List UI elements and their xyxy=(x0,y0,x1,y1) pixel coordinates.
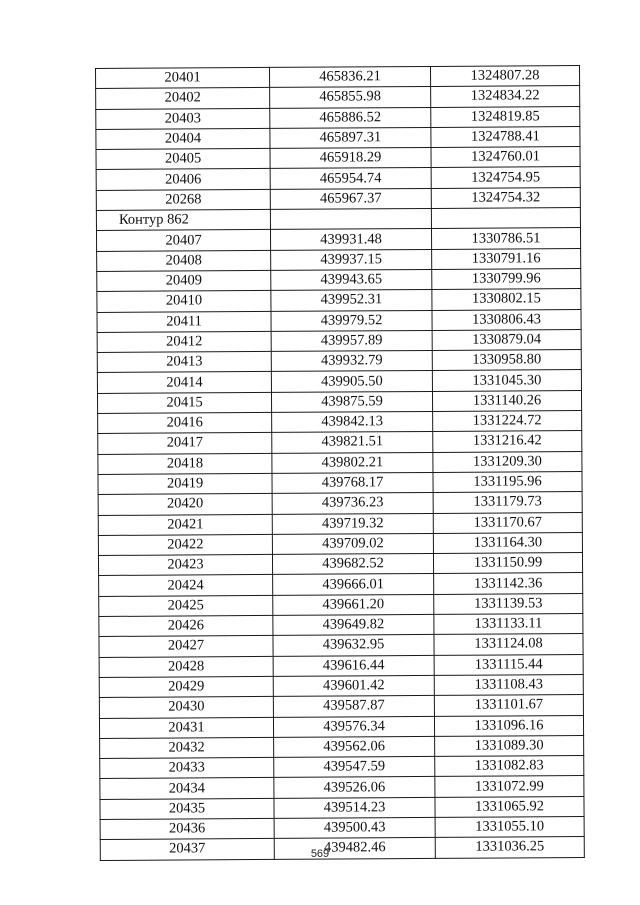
table-row xyxy=(99,695,583,718)
x-coordinate-cell: 439526.06 xyxy=(274,777,435,798)
x-coordinate-cell: 439666.01 xyxy=(273,574,434,595)
y-coordinate-cell: 1324834.22 xyxy=(431,86,580,107)
point-number-cell: 20422 xyxy=(98,534,272,555)
x-coordinate-cell: 439576.34 xyxy=(273,716,434,737)
point-number-cell: 20415 xyxy=(97,392,271,413)
x-coordinate-cell: 439616.44 xyxy=(273,655,434,676)
y-coordinate-cell: 1331089.30 xyxy=(435,735,584,756)
point-number-cell: 20421 xyxy=(98,514,272,535)
x-coordinate-cell: 465897.31 xyxy=(270,127,431,148)
point-number-cell: 20429 xyxy=(99,676,273,697)
table-row xyxy=(99,614,583,637)
x-coordinate-cell: 439562.06 xyxy=(274,736,435,757)
x-coordinate-cell: 439587.87 xyxy=(273,696,434,717)
x-coordinate-cell: 439709.02 xyxy=(272,533,433,554)
page-number: 569 xyxy=(310,848,330,860)
y-coordinate-cell: 1331096.16 xyxy=(434,715,583,736)
y-coordinate-cell: 1331045.30 xyxy=(432,370,581,391)
table-row xyxy=(97,370,581,393)
y-coordinate-cell: 1324788.41 xyxy=(431,126,580,147)
y-coordinate-cell: 1324807.28 xyxy=(430,66,579,87)
point-number-cell: 20436 xyxy=(100,818,274,839)
y-coordinate-cell: 1324760.01 xyxy=(431,147,580,168)
table-row xyxy=(99,593,583,616)
x-coordinate-cell: 439649.82 xyxy=(273,614,434,635)
table-row xyxy=(97,289,581,312)
contour-empty-x xyxy=(270,209,431,230)
table-row xyxy=(100,735,584,758)
point-number-cell: 20434 xyxy=(100,778,274,799)
y-coordinate-cell: 1331036.25 xyxy=(435,837,584,858)
point-number-cell: 20412 xyxy=(97,331,271,352)
y-coordinate-cell: 1331133.11 xyxy=(434,614,583,635)
point-number-cell: 20426 xyxy=(99,615,273,636)
table-row xyxy=(100,817,584,840)
coordinates-table-body xyxy=(96,66,585,861)
x-coordinate-cell: 439632.95 xyxy=(273,635,434,656)
y-coordinate-cell: 1330806.43 xyxy=(432,309,581,330)
table-row xyxy=(96,187,580,210)
x-coordinate-cell: 439661.20 xyxy=(273,594,434,615)
coordinates-table xyxy=(95,65,585,861)
x-coordinate-cell: 439979.52 xyxy=(271,310,432,331)
y-coordinate-cell: 1330791.16 xyxy=(432,248,581,269)
point-number-cell: 20419 xyxy=(98,473,272,494)
point-number-cell: 20433 xyxy=(100,758,274,779)
x-coordinate-cell: 439601.42 xyxy=(273,675,434,696)
y-coordinate-cell: 1331164.30 xyxy=(433,532,582,553)
table-row xyxy=(98,431,582,454)
point-number-cell: 20408 xyxy=(97,250,271,271)
x-coordinate-cell: 439875.59 xyxy=(271,391,432,412)
point-number-cell: 20413 xyxy=(97,352,271,373)
y-coordinate-cell: 1330802.15 xyxy=(432,289,581,310)
point-number-cell: 20420 xyxy=(98,494,272,515)
x-coordinate-cell: 439952.31 xyxy=(271,290,432,311)
table-row xyxy=(97,248,581,271)
table-row xyxy=(98,451,582,474)
point-number-cell: 20414 xyxy=(97,372,271,393)
point-number-cell: 20403 xyxy=(96,108,270,129)
table-row xyxy=(98,532,582,555)
table-row xyxy=(98,553,582,576)
x-coordinate-cell: 439842.13 xyxy=(272,411,433,432)
x-coordinate-cell: 439547.59 xyxy=(274,757,435,778)
table-row xyxy=(96,167,580,190)
point-number-cell: 20417 xyxy=(98,433,272,454)
x-coordinate-cell: 439736.23 xyxy=(272,493,433,514)
x-coordinate-cell: 439514.23 xyxy=(274,797,435,818)
x-coordinate-cell: 439957.89 xyxy=(271,330,432,351)
table-row xyxy=(100,776,584,799)
x-coordinate-cell: 439719.32 xyxy=(272,513,433,534)
y-coordinate-cell: 1330879.04 xyxy=(432,329,581,350)
y-coordinate-cell: 1331179.73 xyxy=(433,492,582,513)
table-row xyxy=(98,471,582,494)
table-row xyxy=(99,634,583,657)
table-row xyxy=(97,329,581,352)
table-row xyxy=(99,654,583,677)
table-row xyxy=(99,674,583,697)
point-number-cell: 20406 xyxy=(96,169,270,190)
point-number-cell: 20435 xyxy=(100,798,274,819)
table-row xyxy=(96,228,580,251)
y-coordinate-cell: 1330799.96 xyxy=(432,269,581,290)
x-coordinate-cell: 439821.51 xyxy=(272,432,433,453)
table-row xyxy=(97,350,581,373)
x-coordinate-cell: 465954.74 xyxy=(270,168,431,189)
point-number-cell: 20430 xyxy=(99,697,273,718)
table-row xyxy=(97,309,581,332)
point-number-cell: 20405 xyxy=(96,149,270,170)
table-row xyxy=(99,573,583,596)
y-coordinate-cell: 1331055.10 xyxy=(435,817,584,838)
x-coordinate-cell: 465918.29 xyxy=(270,148,431,169)
table-row xyxy=(98,512,582,535)
x-coordinate-cell: 439482.46 xyxy=(274,838,435,859)
x-coordinate-cell: 465855.98 xyxy=(270,87,431,108)
point-number-cell: 20268 xyxy=(96,189,270,210)
point-number-cell: 20409 xyxy=(97,270,271,291)
x-coordinate-cell: 439943.65 xyxy=(271,269,432,290)
contour-empty-y xyxy=(431,208,580,229)
y-coordinate-cell: 1324754.95 xyxy=(431,167,580,188)
y-coordinate-cell: 1331209.30 xyxy=(433,451,582,472)
point-number-cell: 20418 xyxy=(98,453,272,474)
table-row xyxy=(99,715,583,738)
point-number-cell: 20411 xyxy=(97,311,271,332)
point-number-cell: 20402 xyxy=(96,88,270,109)
point-number-cell: 20404 xyxy=(96,128,270,149)
x-coordinate-cell: 439937.15 xyxy=(271,249,432,270)
table-row xyxy=(100,796,584,819)
point-number-cell: 20410 xyxy=(97,291,271,312)
x-coordinate-cell: 439932.79 xyxy=(271,351,432,372)
y-coordinate-cell: 1331115.44 xyxy=(434,654,583,675)
y-coordinate-cell: 1331072.99 xyxy=(435,776,584,797)
table-row xyxy=(96,66,580,89)
y-coordinate-cell: 1331150.99 xyxy=(433,553,582,574)
y-coordinate-cell: 1331140.26 xyxy=(432,390,581,411)
y-coordinate-cell: 1331139.53 xyxy=(434,593,583,614)
x-coordinate-cell: 439682.52 xyxy=(272,554,433,575)
y-coordinate-cell: 1324819.85 xyxy=(431,106,580,127)
point-number-cell: 20401 xyxy=(96,67,270,88)
y-coordinate-cell: 1331082.83 xyxy=(435,756,584,777)
table-row xyxy=(97,269,581,292)
table-row xyxy=(98,492,582,515)
point-number-cell: 20427 xyxy=(99,636,273,657)
x-coordinate-cell: 465836.21 xyxy=(269,66,430,87)
point-number-cell: 20432 xyxy=(100,737,274,758)
table-row xyxy=(96,126,580,149)
y-coordinate-cell: 1331101.67 xyxy=(434,695,583,716)
table-row xyxy=(98,411,582,434)
y-coordinate-cell: 1331224.72 xyxy=(433,411,582,432)
point-number-cell: 20437 xyxy=(100,839,274,860)
y-coordinate-cell: 1330958.80 xyxy=(432,350,581,371)
table-row xyxy=(96,86,580,109)
x-coordinate-cell: 439768.17 xyxy=(272,472,433,493)
x-coordinate-cell: 439802.21 xyxy=(272,452,433,473)
contour-label: Контур 862 xyxy=(96,210,270,231)
table-row xyxy=(96,106,580,129)
point-number-cell: 20424 xyxy=(99,575,273,596)
y-coordinate-cell: 1331170.67 xyxy=(433,512,582,533)
table-row xyxy=(100,756,584,779)
point-number-cell: 20416 xyxy=(98,412,272,433)
y-coordinate-cell: 1331195.96 xyxy=(433,471,582,492)
y-coordinate-cell: 1331065.92 xyxy=(435,796,584,817)
y-coordinate-cell: 1330786.51 xyxy=(431,228,580,249)
point-number-cell: 20425 xyxy=(99,595,273,616)
point-number-cell: 20423 xyxy=(98,555,272,576)
x-coordinate-cell: 439931.48 xyxy=(270,229,431,250)
point-number-cell: 20407 xyxy=(96,230,270,251)
x-coordinate-cell: 465967.37 xyxy=(270,188,431,209)
table-row xyxy=(96,147,580,170)
x-coordinate-cell: 439905.50 xyxy=(271,371,432,392)
y-coordinate-cell: 1324754.32 xyxy=(431,187,580,208)
x-coordinate-cell: 439500.43 xyxy=(274,817,435,838)
y-coordinate-cell: 1331108.43 xyxy=(434,674,583,695)
x-coordinate-cell: 465886.52 xyxy=(270,107,431,128)
point-number-cell: 20428 xyxy=(99,656,273,677)
point-number-cell: 20431 xyxy=(99,717,273,738)
y-coordinate-cell: 1331216.42 xyxy=(433,431,582,452)
y-coordinate-cell: 1331142.36 xyxy=(434,573,583,594)
table-row xyxy=(97,390,581,413)
y-coordinate-cell: 1331124.08 xyxy=(434,634,583,655)
